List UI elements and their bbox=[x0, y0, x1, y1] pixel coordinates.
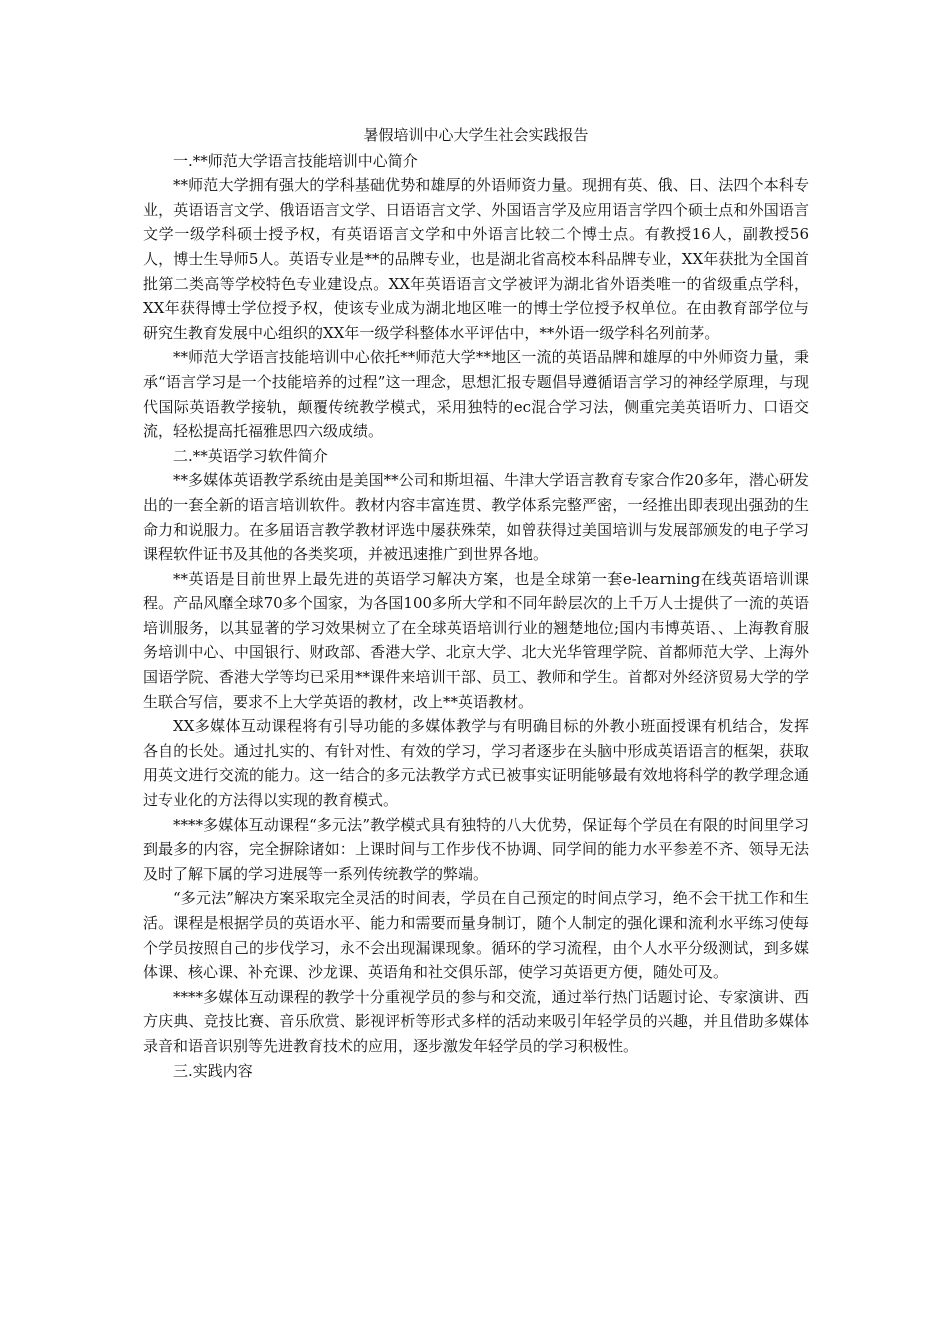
section-2-paragraph: XX多媒体互动课程将有引导功能的多媒体教学与有明确目标的外教小班面授课有机结合，发挥各自的长处。通过扎实的、有针对性、有效的学习，学习者逐步在头脑中形成英语语言的框架，获取用英文进行交流的能力。这一结合的多元法教学方式已被事实证明能够最有效地将科学的教学理念通过专业化的方法得以实现的教育模式。 bbox=[143, 717, 809, 810]
section-1-paragraph: **师范大学拥有强大的学科基础优势和雄厚的外语师资力量。现拥有英、俄、日、法四个本科专业，英语语言文学、俄语语言文学、日语语言文学、外国语言学及应用语言学四个硕士点和外国语言文学一级学科硕士授予权，有英语语言文学和中外语言比较二个博士点。有教授16人，副教授56人，博士生导师5人。英语专业是**的品牌专业，也是湖北省高校本科品牌专业，XX年获批为全国首批第二类高等学校特色专业建设点。XX年英语语言文学被评为湖北省外语类唯一的省级重点学科，XX年获得博士学位授予权，使该专业成为湖北地区唯一的博士学位授予权单位。在由教育部学位与研究生教育发展中心组织的XX年一级学科整体水平评估中，**外语一级学科名列前茅。 bbox=[143, 176, 809, 342]
document-body bbox=[143, 123, 809, 1083]
document-title: 暑假培训中心大学生社会实践报告 bbox=[363, 126, 589, 144]
section-2-paragraph: **多媒体英语教学系统由是美国**公司和斯坦福、牛津大学语言教育专家合作20多年，潜心研发出的一套全新的语言培训软件。教材内容丰富连贯、教学体系完整严密，一经推出即表现出强劲的生命力和说服力。在多届语言教学教材评选中屡获殊荣，如曾获得过美国培训与发展部颁发的电子学习课程软件证书及其他的各类奖项，并被迅速推广到世界各地。 bbox=[143, 471, 809, 564]
section-2-paragraph: “多元法”解决方案采取完全灵活的时间表，学员在自己预定的时间点学习，绝不会干扰工作和生活。课程是根据学员的英语水平、能力和需要而量身制订，随个人制定的强化课和流利水平练习使每个学员按照自己的步伐学习，永不会出现漏课现象。循环的学习流程，由个人水平分级测试，到多媒体课、核心课、补充课、沙龙课、英语角和社交俱乐部，使学习英语更方便，随处可及。 bbox=[143, 889, 809, 982]
section-2-paragraph: ****多媒体互动课程“多元法”教学模式具有独特的八大优势，保证每个学员在有限的时间里学习到最多的内容，完全摒除诸如：上课时间与工作步伐不协调、同学间的能力水平参差不齐、领导无法及时了解下属的学习进展等一系列传统教学的弊端。 bbox=[143, 815, 809, 883]
section-2-paragraph: **英语是目前世界上最先进的英语学习解决方案，也是全球第一套e-learning在线英语培训课程。产品风靡全球70多个国家，为各国100多所大学和不同年龄层次的上千万人士提供了一流的英语培训服务，以其显著的学习效果树立了在全球英语培训行业的翘楚地位;国内韦博英语、、上海教育服务培训中心、中国银行、财政部、香港大学、北京大学、北大光华管理学院、首都师范大学、上海外国语学院、香港大学等均已采用**课件来培训干部、员工、教师和学生。首都对外经济贸易大学的学生联合写信，要求不上大学英语的教材，改上**英语教材。 bbox=[143, 569, 809, 711]
section-3-heading: 三.实践内容 bbox=[173, 1061, 253, 1080]
section-1-heading: 一.**师范大学语言技能培训中心简介 bbox=[173, 151, 418, 170]
section-1-paragraph: **师范大学语言技能培训中心依托**师范大学**地区一流的英语品牌和雄厚的中外师资力量，秉承“语言学习是一个技能培养的过程”这一理念，思想汇报专题倡导遵循语言学习的神经学原理，与现代国际英语教学接轨，颠覆传统教学模式，采用独特的ec混合学习法，侧重完美英语听力、口语交流，轻松提高托福雅思四六级成绩。 bbox=[143, 348, 809, 441]
section-2-paragraph: ****多媒体互动课程的教学十分重视学员的参与和交流，通过举行热门话题讨论、专家演讲、西方庆典、竞技比赛、音乐欣赏、影视评析等形式多样的活动来吸引年轻学员的兴趣，并且借助多媒体录音和语音识别等先进教育技术的应用，逐步激发年轻学员的学习积极性。 bbox=[143, 987, 809, 1055]
section-2-heading: 二.**英语学习软件简介 bbox=[173, 446, 328, 465]
